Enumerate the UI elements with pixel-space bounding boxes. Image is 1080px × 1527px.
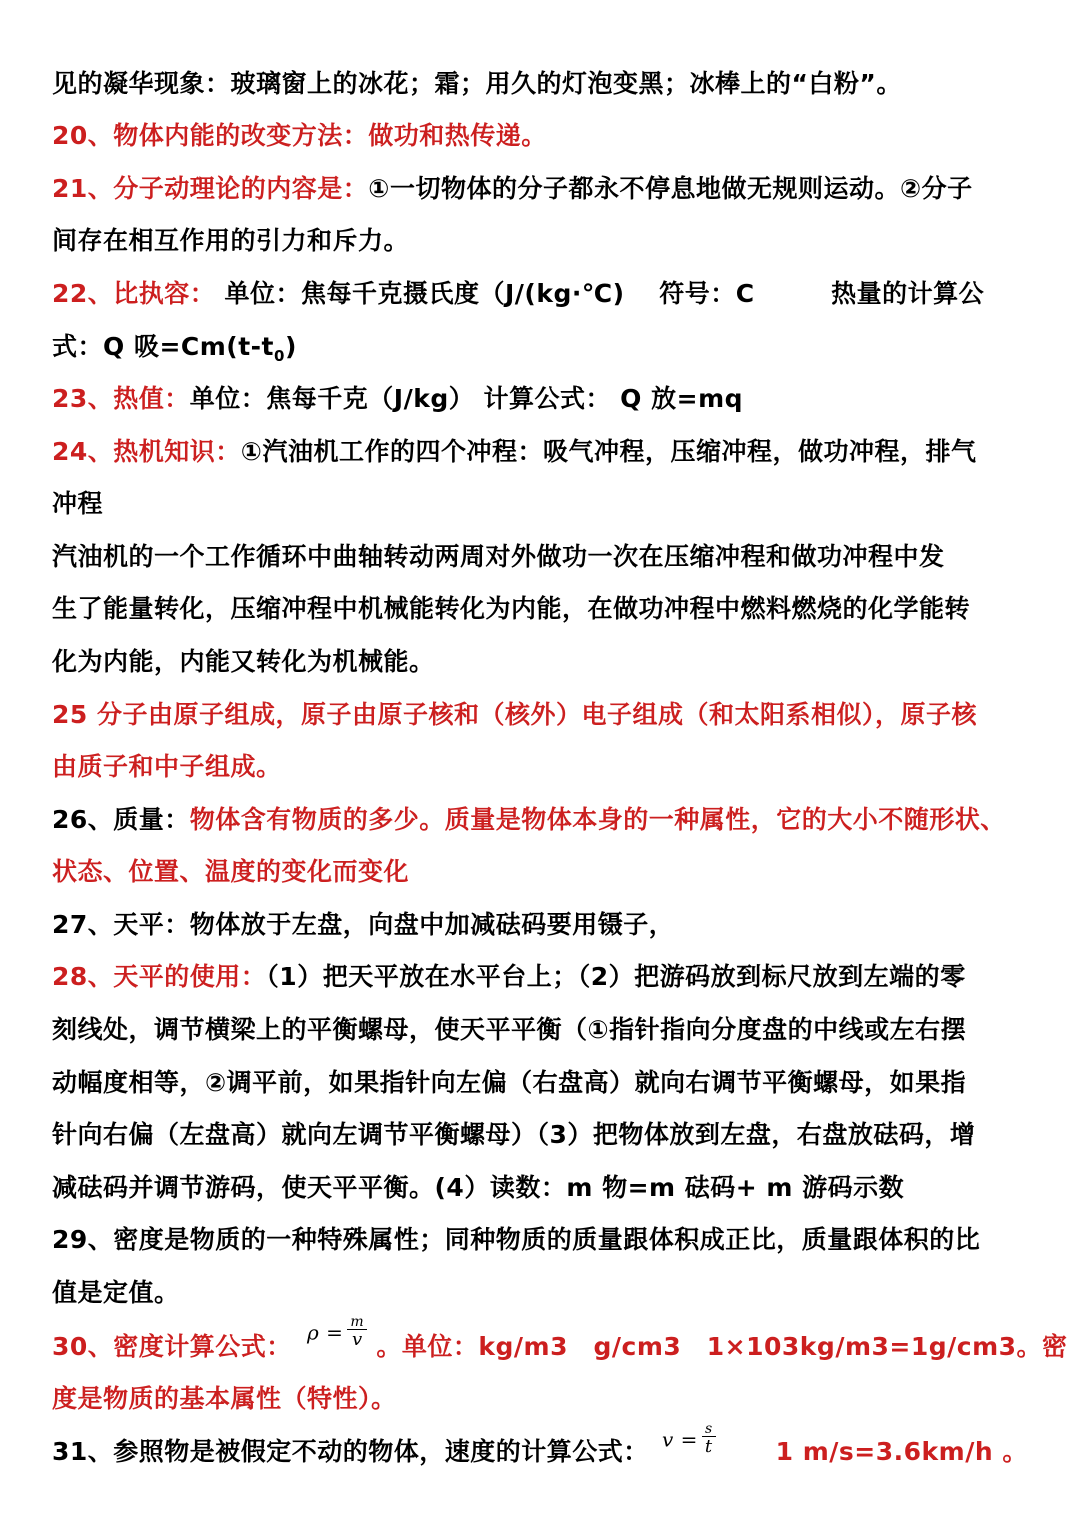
formula-denominator: v: [351, 1329, 363, 1350]
item-28-cont: [52, 1013, 1042, 1047]
text: 单位：焦每千克摄氏度（J/(kg·℃) 符号：C 热量的计算公: [215, 279, 985, 308]
heading: 26、质量：: [52, 805, 190, 834]
text: 化为内能，内能又转化为机械能。: [52, 647, 435, 676]
formula-lhs: v =: [662, 1427, 698, 1452]
heading: 30、密度计算公式：: [52, 1332, 292, 1361]
item-23: [52, 382, 1042, 416]
text: 25 分子由原子组成，原子由原子核和（核外）电子组成（和太阳系相似），原子核: [52, 700, 977, 729]
text: 状态、位置、温度的变化而变化: [52, 857, 410, 886]
item-26-cont: [52, 855, 1042, 889]
item-21: [52, 172, 1042, 206]
text: 物体含有物质的多少。质量是物体本身的一种属性，它的大小不随形状、: [189, 805, 1006, 834]
text: ): [284, 332, 297, 361]
text: 值是定值。: [52, 1278, 180, 1307]
text: 。单位：kg/m3 g/cm3 1×103kg/m3=1g/cm3。密: [367, 1332, 1068, 1361]
density-formula: [307, 1314, 367, 1350]
item-24: [52, 435, 1042, 469]
text: 度是物质的基本属性（特性）。: [52, 1384, 397, 1413]
formula-numerator: m: [347, 1315, 367, 1330]
line-1: [52, 67, 1042, 101]
item-20: [52, 119, 1042, 153]
paragraph-line: [52, 540, 1042, 574]
item-28-cont: [52, 1066, 1042, 1100]
text: 针向右偏（左盘高）就向左调节平衡螺母）（3）把物体放到左盘，右盘放砝码，增: [52, 1120, 976, 1149]
text: 冲程: [52, 489, 104, 518]
item-24-cont: [52, 487, 1042, 521]
item-31: [52, 1421, 1042, 1471]
text: 27、天平：物体放于左盘，向盘中加减砝码要用镊子，: [52, 910, 675, 939]
item-30: [52, 1314, 1068, 1366]
text: 29、密度是物质的一种特殊属性；同种物质的质量跟体积成正比，质量跟体积的比: [52, 1225, 981, 1254]
text: 生了能量转化，压缩冲程中机械能转化为内能，在做功冲程中燃料燃烧的化学能转: [52, 594, 971, 623]
item-21-cont: [52, 224, 1042, 258]
text: 31、参照物是被假定不动的物体，速度的计算公式：: [52, 1437, 649, 1466]
text: 减砝码并调节游码，使天平平衡。(4）读数：m 物=m 砝码+ m 游码示数: [52, 1173, 905, 1202]
text: 见的凝华现象：玻璃窗上的冰花；霜；用久的灯泡变黑；冰棒上的“白粉”。: [52, 69, 902, 98]
heading: 23、热值：: [52, 384, 190, 413]
item-28-cont: [52, 1171, 1042, 1205]
heading: 28、天平的使用：: [52, 962, 267, 991]
text: 式：Q 吸=Cm(t-t: [52, 332, 275, 361]
item-27: [52, 908, 1042, 942]
speed-formula: [662, 1421, 716, 1457]
item-28-cont: [52, 1118, 1042, 1152]
item-26: [52, 803, 1042, 837]
item-22-cont: [52, 330, 1042, 373]
text: 动幅度相等，②调平前，如果指针向左偏（右盘高）就向右调节平衡螺母，如果指: [52, 1068, 967, 1097]
subscript: 0: [274, 347, 285, 365]
paragraph-line: [52, 592, 1042, 626]
formula-denominator: t: [704, 1436, 713, 1457]
text: ①一切物体的分子都永不停息地做无规则运动。②分子: [368, 174, 973, 203]
item-22: [52, 277, 1042, 311]
text: 1 m/s=3.6km/h 。: [775, 1437, 1028, 1466]
item-25: [52, 698, 1042, 732]
formula-lhs: ρ =: [307, 1320, 344, 1345]
item-29: [52, 1223, 1042, 1257]
heading: 21、分子动理论的内容是：: [52, 174, 369, 203]
text: （1）把天平放在水平台上；（2）把游码放到标尺放到左端的零: [266, 962, 966, 991]
formula-numerator: s: [702, 1422, 716, 1437]
text: 20、物体内能的改变方法：做功和热传递。: [52, 121, 547, 150]
text: ①汽油机工作的四个冲程：吸气冲程，压缩冲程，做功冲程，排气: [240, 437, 977, 466]
item-25-cont: [52, 750, 1042, 784]
heading: 22、比执容：: [52, 279, 216, 308]
text: 单位：焦每千克（J/kg） 计算公式： Q 放=mq: [189, 384, 744, 413]
text: 由质子和中子组成。: [52, 752, 282, 781]
text: 汽油机的一个工作循环中曲轴转动两周对外做功一次在压缩冲程和做功冲程中发: [52, 542, 945, 571]
item-28: [52, 960, 1042, 994]
item-29-cont: [52, 1276, 1042, 1310]
heading: 24、热机知识：: [52, 437, 241, 466]
text: 间存在相互作用的引力和斥力。: [52, 226, 410, 255]
text: 刻线处，调节横梁上的平衡螺母，使天平平衡（①指针指向分度盘的中线或左右摆: [52, 1015, 967, 1044]
item-30-cont: [52, 1382, 1042, 1416]
paragraph-line: [52, 645, 1042, 679]
